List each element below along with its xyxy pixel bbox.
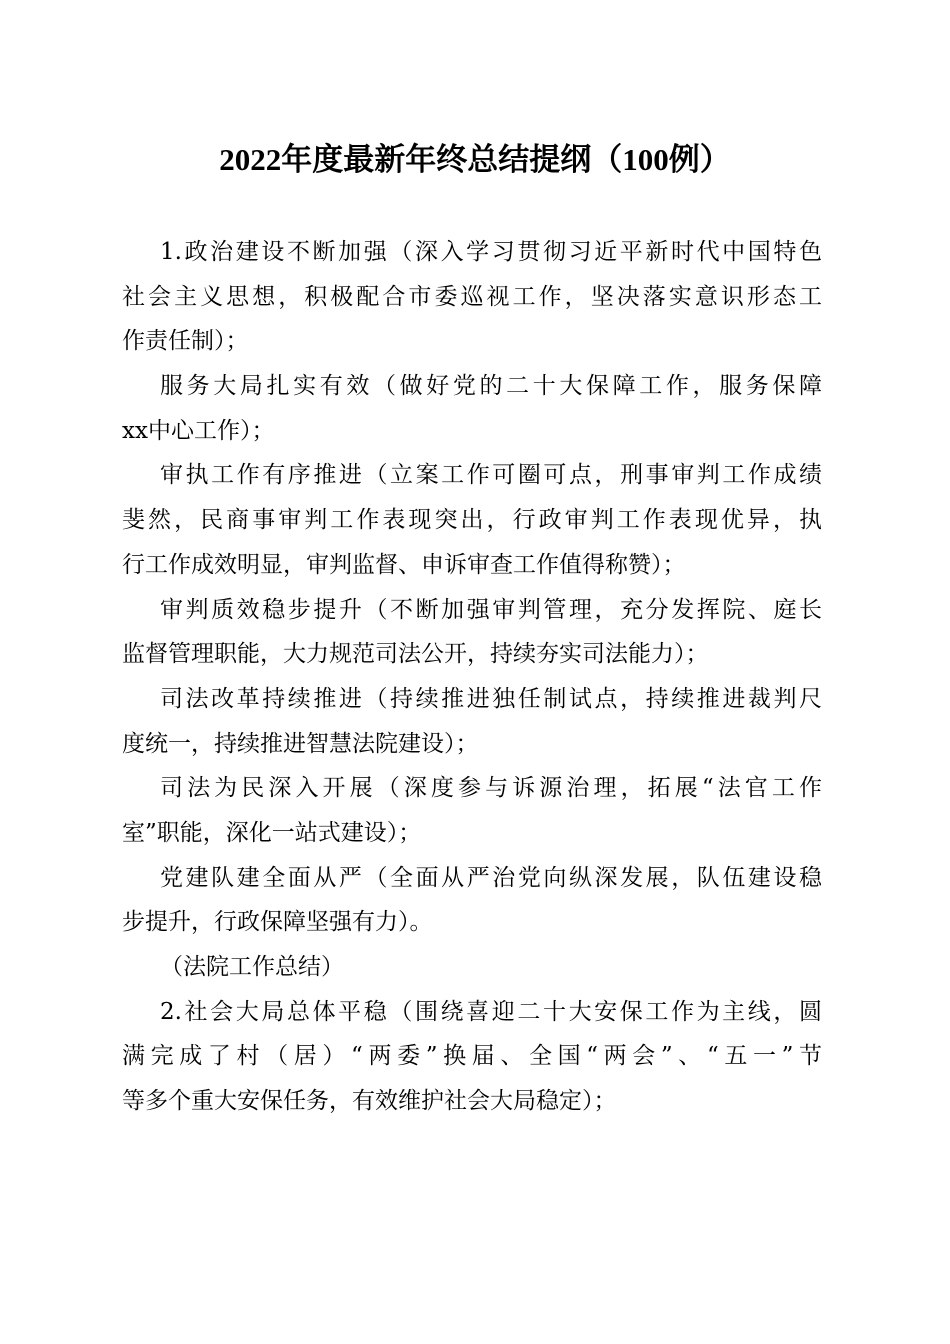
paragraph-line: 监督管理职能，大力规范司法公开，持续夯实司法能力）； — [122, 641, 709, 668]
paragraph-line: 2.社会大局总体平稳（围绕喜迎二十大安保工作为主线，圆 — [160, 998, 822, 1025]
paragraph-line: 等多个重大安保任务，有效维护社会大局稳定）； — [122, 1088, 617, 1115]
paragraph-line: 度统一，持续推进智慧法院建设）； — [122, 730, 479, 757]
paragraph-line: 审执工作有序推进（立案工作可圈可点，刑事审判工作成绩 — [160, 462, 822, 489]
paragraph-line: 满完成了村（居）“两委”换届、全国“两会”、“五一”节 — [122, 1043, 822, 1070]
paragraph-line: 室”职能，深化一站式建设）； — [122, 819, 422, 846]
paragraph-line: 斐然，民商事审判工作表现突出，行政审判工作表现优异，执 — [122, 507, 822, 534]
paragraph — [122, 856, 822, 945]
paragraph-line: （法院工作总结） — [160, 954, 344, 980]
paragraph-line: 步提升，行政保障坚强有力）。 — [122, 909, 433, 936]
paragraph — [122, 453, 822, 587]
paragraph — [122, 945, 822, 990]
paragraph-line: 社会主义思想，积极配合市委巡视工作，坚决落实意识形态工 — [122, 283, 822, 310]
paragraph-line: 党建队建全面从严（全面从严治党向纵深发展，队伍建设稳 — [160, 864, 822, 891]
paragraph — [122, 230, 822, 364]
paragraph — [122, 588, 822, 677]
paragraph — [122, 677, 822, 766]
paragraph — [122, 990, 822, 1124]
paragraph-line: 司法为民深入开展（深度参与诉源治理，拓展“法官工作 — [160, 775, 822, 802]
paragraph — [122, 766, 822, 855]
document-body — [122, 230, 822, 1124]
paragraph-line: 1.政治建设不断加强（深入学习贯彻习近平新时代中国特色 — [160, 239, 822, 265]
paragraph-line: 司法改革持续推进（持续推进独任制试点，持续推进裁判尺 — [160, 685, 822, 712]
paragraph-line: 服务大局扎实有效（做好党的二十大保障工作，服务保障 — [160, 373, 822, 400]
paragraph-line: 行工作成效明显，审判监督、申诉审查工作值得称赞）； — [122, 551, 686, 578]
paragraph-line: xx中心工作）； — [122, 417, 275, 444]
paragraph — [122, 364, 822, 453]
paragraph-line: 审判质效稳步提升（不断加强审判管理，充分发挥院、庭长 — [160, 596, 822, 623]
document-title: 2022年度最新年终总结提纲（100例） — [219, 142, 731, 177]
paragraph-line: 作责任制）； — [122, 328, 249, 355]
